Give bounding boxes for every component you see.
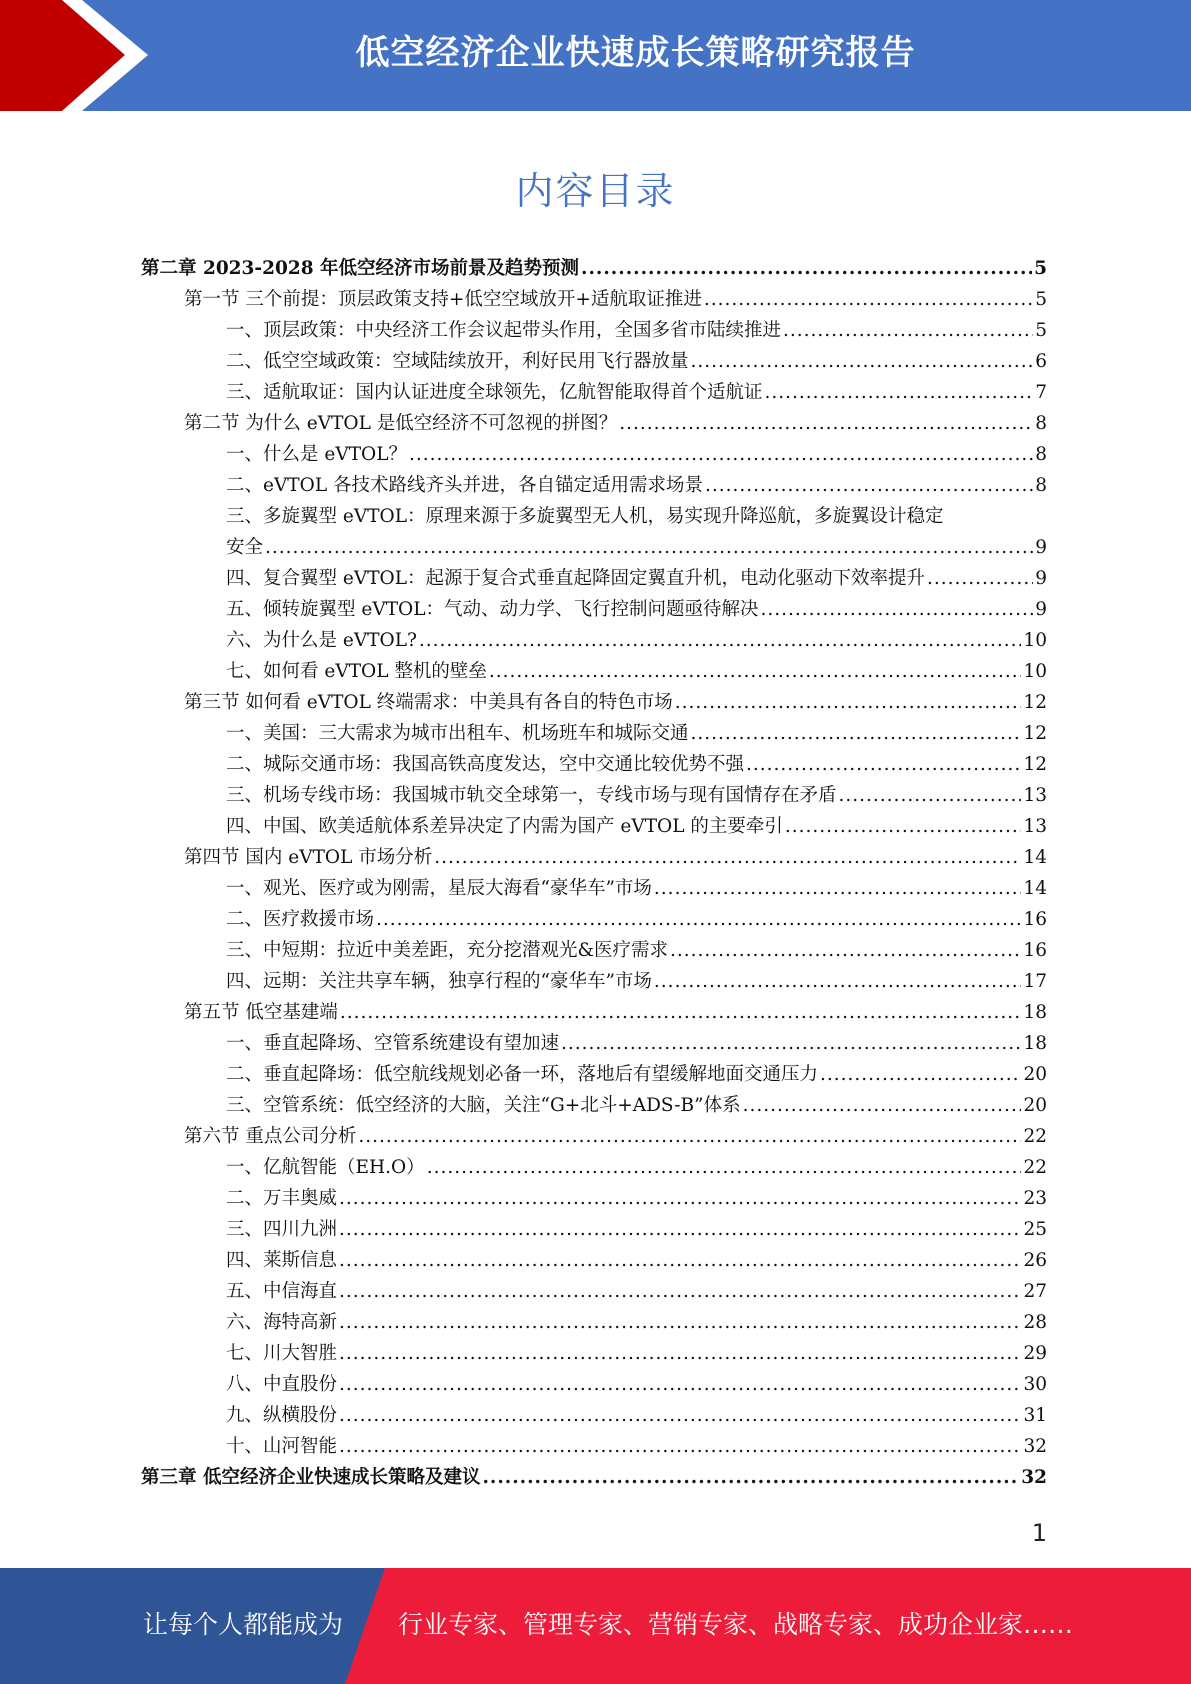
toc-entry-page: 26 (1023, 1250, 1047, 1271)
toc-leader-dots (783, 315, 1033, 346)
toc-leader-dots (339, 1400, 1021, 1431)
toc-section-entry[interactable] (141, 408, 1047, 439)
toc-entry-title: 九、纵横股份 (226, 1405, 338, 1426)
toc-leader-dots (670, 935, 1021, 966)
report-title: 低空经济企业快速成长策略研究报告 (355, 33, 916, 73)
toc-entry-page: 6 (1035, 351, 1047, 372)
toc-entry-title: 六、为什么是 eVTOL? (226, 630, 417, 651)
toc-leader-dots (489, 656, 1022, 687)
toc-entry-title: 二、万丰奥威 (226, 1188, 338, 1209)
toc-leader-dots (434, 842, 1021, 873)
toc-leader-dots (654, 873, 1022, 904)
toc-entry-page: 13 (1023, 785, 1047, 806)
toc-entry-page: 9 (1035, 568, 1047, 589)
toc-entry[interactable] (141, 873, 1047, 904)
toc-entry[interactable] (141, 1431, 1047, 1462)
toc-entry-title: 第四节 国内 eVTOL 市场分析 (184, 847, 433, 868)
toc-entry[interactable] (141, 1400, 1047, 1431)
toc-entry-title: 二、低空空域政策：空域陆续放开，利好民用飞行器放量 (226, 351, 689, 372)
toc-entry-page: 18 (1023, 1033, 1047, 1054)
toc-entry-title: 五、倾转旋翼型 eVTOL：气动、动力学、飞行控制问题亟待解决 (226, 599, 759, 620)
toc-entry[interactable] (141, 904, 1047, 935)
toc-entry-title: 二、垂直起降场：低空航线规划必备一环，落地后有望缓解地面交通压力 (226, 1064, 819, 1085)
toc-entry-title: 第二节 为什么 eVTOL 是低空经济不可忽视的拼图？ (184, 413, 618, 434)
toc-entry-title: 二、医疗救援市场 (226, 909, 375, 930)
toc-entry-page: 22 (1023, 1126, 1047, 1147)
toc-entry-title: 第五节 低空基建端 (184, 1002, 338, 1023)
toc-entry-page: 28 (1023, 1312, 1047, 1333)
toc-entry[interactable] (141, 594, 1047, 625)
toc-entry-title: 三、中短期：拉近中美差距，充分挖潜观光&医疗需求 (226, 940, 668, 961)
footer-slogan-right: 行业专家、管理专家、营销专家、战略专家、成功企业家…… (398, 1610, 1074, 1639)
toc-entry-page: 9 (1035, 599, 1047, 620)
toc-entry-title: 第三节 如何看 eVTOL 终端需求：中美具有各自的特色市场 (184, 692, 673, 713)
toc-entry[interactable] (141, 656, 1047, 687)
toc-entry-page: 8 (1035, 413, 1047, 434)
toc-entry-title: 三、空管系统：低空经济的大脑，关注“G+北斗+ADS-B”体系 (226, 1095, 741, 1116)
toc-entry-page: 29 (1023, 1343, 1047, 1364)
toc-chapter-entry[interactable] (141, 253, 1047, 284)
toc-leader-dots (419, 625, 1022, 656)
toc-entry-page: 12 (1023, 723, 1047, 744)
toc-entry-title: 第六节 重点公司分析 (184, 1126, 357, 1147)
toc-leader-dots (376, 904, 1021, 935)
toc-leader-dots (339, 1245, 1021, 1276)
toc-leader-dots (339, 1214, 1021, 1245)
toc-entry-title: 四、复合翼型 eVTOL：起源于复合式垂直起降固定翼直升机，电动化驱动下效率提升 (226, 568, 925, 589)
toc-entry-page: 7 (1035, 382, 1047, 403)
toc-leader-dots (704, 284, 1033, 315)
toc-entry[interactable] (141, 1183, 1047, 1214)
toc-entry[interactable] (141, 625, 1047, 656)
toc-leader-dots (427, 1152, 1022, 1183)
toc-entry[interactable] (141, 718, 1047, 749)
toc-section-entry[interactable] (141, 997, 1047, 1028)
toc-entry-title: 六、海特高新 (226, 1312, 338, 1333)
toc-entry-page: 5 (1035, 289, 1047, 310)
toc-entry[interactable] (141, 1338, 1047, 1369)
toc-leader-dots (339, 1338, 1021, 1369)
toc-entry[interactable] (141, 780, 1047, 811)
toc-entry-page: 25 (1023, 1219, 1047, 1240)
toc-entry-title: 七、如何看 eVTOL 整机的壁垒 (226, 661, 487, 682)
toc-entry[interactable] (141, 1059, 1047, 1090)
toc-entry[interactable] (141, 501, 1047, 563)
toc-leader-dots (691, 718, 1022, 749)
toc-leader-dots (340, 997, 1022, 1028)
toc-leader-dots (765, 377, 1034, 408)
toc-entry-page: 8 (1035, 444, 1047, 465)
toc-entry[interactable] (141, 346, 1047, 377)
toc-entry-title: 一、美国：三大需求为城市出租车、机场班车和城际交通 (226, 723, 689, 744)
toc-entry-page: 20 (1023, 1095, 1047, 1116)
toc-entry[interactable] (141, 1152, 1047, 1183)
toc-entry-page: 22 (1023, 1157, 1047, 1178)
toc-entry-page: 8 (1035, 475, 1047, 496)
footer (0, 1568, 1191, 1684)
toc-entry-title: 三、四川九洲 (226, 1219, 338, 1240)
toc-entry-title-continued: 安全 (226, 537, 264, 558)
toc-entry-page: 20 (1023, 1064, 1047, 1085)
toc-leader-dots (482, 1462, 1019, 1493)
toc-entry-title: 八、中直股份 (226, 1374, 338, 1395)
toc-entry-title: 四、远期：关注共享车辆，独享行程的“豪华车”市场 (226, 971, 652, 992)
toc-entry-title: 第三章 低空经济企业快速成长策略及建议 (141, 1467, 481, 1488)
toc-leader-dots (561, 1028, 1021, 1059)
toc-section-entry[interactable] (141, 687, 1047, 718)
toc-entry[interactable] (141, 563, 1047, 594)
toc-leader-dots (409, 439, 1033, 470)
toc-entry-page: 5 (1034, 258, 1047, 279)
toc-entry-title: 第一节 三个前提：顶层政策支持+低空空域放开+适航取证推进 (184, 289, 702, 310)
toc-entry-title: 二、eVTOL 各技术路线齐头并进，各自锚定适用需求场景 (226, 475, 703, 496)
toc-section-entry[interactable] (141, 284, 1047, 315)
toc-heading: 内容目录 (515, 169, 676, 213)
toc-entry[interactable] (141, 966, 1047, 997)
toc-entry-title: 第二章 2023-2028 年低空经济市场前景及趋势预测 (141, 258, 580, 279)
toc-leader-dots (339, 1431, 1021, 1462)
toc-entry-title: 四、莱斯信息 (226, 1250, 338, 1271)
toc-entry[interactable] (141, 377, 1047, 408)
toc-entry-page: 18 (1023, 1002, 1047, 1023)
toc-entry-page: 12 (1023, 692, 1047, 713)
toc-entry[interactable] (141, 1369, 1047, 1400)
toc-leader-dots (839, 780, 1022, 811)
header-band (0, 0, 1191, 111)
toc-entry[interactable] (141, 439, 1047, 470)
toc-entry-page: 16 (1023, 909, 1047, 930)
toc-entry-page: 31 (1023, 1405, 1047, 1426)
toc-leader-dots (339, 1369, 1021, 1400)
toc-entry-page: 17 (1023, 971, 1047, 992)
toc-leader-dots (339, 1276, 1021, 1307)
toc-entry-page: 12 (1023, 754, 1047, 775)
toc-leader-dots (705, 470, 1033, 501)
footer-slogan-left: 让每个人都能成为 (143, 1610, 344, 1639)
toc-entry-title: 一、亿航智能（EH.O） (226, 1157, 425, 1178)
toc-entry[interactable] (141, 935, 1047, 966)
toc-entry[interactable] (141, 1214, 1047, 1245)
toc-leader-dots (339, 1307, 1021, 1338)
toc-entry-page: 13 (1023, 816, 1047, 837)
toc-leader-dots (581, 253, 1032, 284)
toc-entry-title: 三、多旋翼型 eVTOL：原理来源于多旋翼型无人机，易实现升降巡航，多旋翼设计稳定 (226, 506, 944, 527)
toc-entry-page: 14 (1023, 878, 1047, 899)
toc-entry[interactable] (141, 315, 1047, 346)
toc-entry-page: 32 (1023, 1436, 1047, 1457)
toc-leader-dots (654, 966, 1022, 997)
toc-entry[interactable] (141, 1028, 1047, 1059)
toc-entry-page: 9 (1035, 537, 1047, 558)
toc-entry-title: 一、顶层政策：中央经济工作会议起带头作用，全国多省市陆续推进 (226, 320, 782, 341)
toc-entry-title: 一、观光、医疗或为刚需，星辰大海看“豪华车”市场 (226, 878, 652, 899)
toc-leader-dots (339, 1183, 1021, 1214)
toc-entry-title: 三、机场专线市场：我国城市轨交全球第一，专线市场与现有国情存在矛盾 (226, 785, 837, 806)
toc-entry-title: 七、川大智胜 (226, 1343, 338, 1364)
toc-leader-dots (927, 563, 1033, 594)
toc-entry[interactable] (141, 1245, 1047, 1276)
toc-entry-page: 10 (1023, 630, 1047, 651)
toc-entry[interactable] (141, 1307, 1047, 1338)
toc-entry-title: 一、什么是 eVTOL？ (226, 444, 407, 465)
toc-section-entry[interactable] (141, 842, 1047, 873)
toc-entry-title: 四、中国、欧美适航体系差异决定了内需为国产 eVTOL 的主要牵引 (226, 816, 783, 837)
toc-entry[interactable] (141, 1276, 1047, 1307)
toc-entry-page: 10 (1023, 661, 1047, 682)
toc-entry[interactable] (141, 811, 1047, 842)
toc-leader-dots (358, 1121, 1021, 1152)
toc-entry-page: 30 (1023, 1374, 1047, 1395)
toc-leader-dots (691, 346, 1034, 377)
toc-chapter-entry[interactable] (141, 1462, 1047, 1493)
toc-leader-dots (265, 532, 1033, 563)
table-of-contents (141, 253, 1047, 1493)
toc-entry[interactable] (141, 470, 1047, 501)
toc-section-entry[interactable] (141, 1121, 1047, 1152)
toc-leader-dots (619, 408, 1033, 439)
toc-entry-page: 5 (1035, 320, 1047, 341)
toc-entry-page: 27 (1023, 1281, 1047, 1302)
toc-leader-dots (785, 811, 1022, 842)
toc-leader-dots (760, 594, 1033, 625)
toc-entry-title: 五、中信海直 (226, 1281, 338, 1302)
toc-entry-page: 14 (1023, 847, 1047, 868)
toc-entry[interactable] (141, 1090, 1047, 1121)
page-number: 1 (1031, 1519, 1047, 1547)
toc-leader-dots (746, 749, 1021, 780)
toc-leader-dots (743, 1090, 1022, 1121)
toc-entry-title: 二、城际交通市场：我国高铁高度发达，空中交通比较优势不强 (226, 754, 745, 775)
toc-leader-dots (820, 1059, 1021, 1090)
toc-entry-page: 16 (1023, 940, 1047, 961)
toc-entry-title: 十、山河智能 (226, 1436, 338, 1457)
toc-entry-page: 23 (1023, 1188, 1047, 1209)
toc-entry[interactable] (141, 749, 1047, 780)
toc-entry-title: 一、垂直起降场、空管系统建设有望加速 (226, 1033, 560, 1054)
toc-entry-title: 三、适航取证：国内认证进度全球领先，亿航智能取得首个适航证 (226, 382, 763, 403)
toc-leader-dots (675, 687, 1022, 718)
toc-entry-page: 32 (1021, 1467, 1047, 1488)
